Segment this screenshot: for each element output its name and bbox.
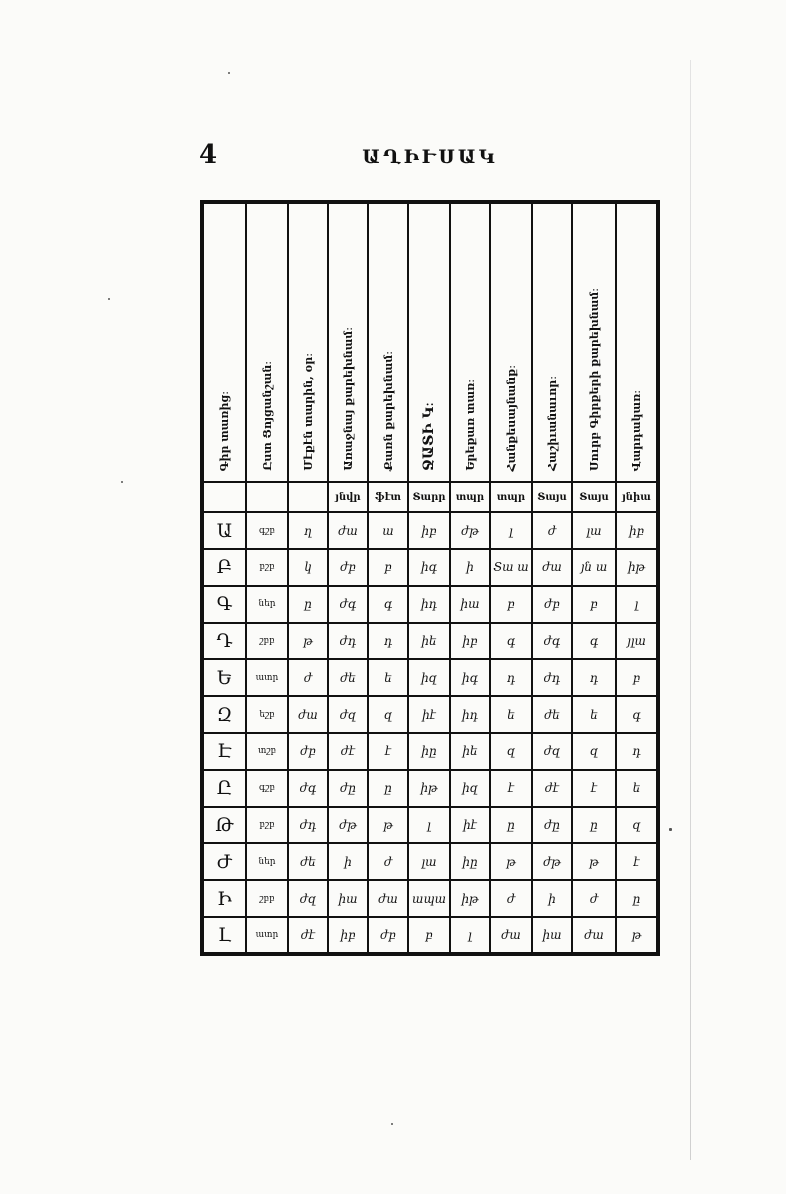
value-cell: ե bbox=[616, 770, 658, 807]
value-cell: իբ bbox=[616, 512, 658, 549]
letter-cell: Դ bbox=[202, 623, 246, 660]
value-cell: ատր bbox=[246, 917, 288, 954]
subheader-cell: տպր bbox=[450, 482, 490, 512]
value-cell: թ bbox=[368, 807, 408, 844]
value-cell: ե bbox=[368, 659, 408, 696]
letter-cell: Լ bbox=[202, 917, 246, 954]
value-cell: է bbox=[490, 770, 532, 807]
value-cell: իե bbox=[450, 733, 490, 770]
column-header bbox=[408, 202, 450, 482]
value-cell: իէ bbox=[408, 696, 450, 733]
table-row bbox=[202, 512, 658, 549]
subheader-cell bbox=[202, 482, 246, 512]
value-cell: ե bbox=[572, 696, 616, 733]
value-cell: իէ bbox=[450, 807, 490, 844]
value-cell: ներ bbox=[246, 586, 288, 623]
value-cell: ժը bbox=[532, 807, 572, 844]
value-cell: տշբ bbox=[246, 733, 288, 770]
value-cell: բ bbox=[368, 549, 408, 586]
column-header-label: Առաջնայ քարեխնամ։ bbox=[341, 327, 355, 472]
value-cell: ժ bbox=[532, 512, 572, 549]
value-cell: բ bbox=[490, 586, 532, 623]
header-row bbox=[202, 202, 658, 482]
value-cell: ժա bbox=[532, 549, 572, 586]
column-header bbox=[288, 202, 328, 482]
table-row bbox=[202, 659, 658, 696]
column-header-label: Քառն քարեխնամ։ bbox=[381, 350, 395, 472]
value-cell: ապա bbox=[408, 880, 450, 917]
value-cell: ժդ bbox=[532, 659, 572, 696]
value-cell: ժա bbox=[368, 880, 408, 917]
value-cell: ը bbox=[616, 880, 658, 917]
value-cell: ը bbox=[490, 807, 532, 844]
letter-cell: Է bbox=[202, 733, 246, 770]
value-cell: դ bbox=[616, 733, 658, 770]
value-cell: ժզ bbox=[288, 880, 328, 917]
value-cell: զ bbox=[368, 696, 408, 733]
value-cell: իթ bbox=[450, 880, 490, 917]
value-cell: իբ bbox=[328, 917, 368, 954]
value-cell: ժբ bbox=[288, 733, 328, 770]
value-cell: բ bbox=[616, 659, 658, 696]
value-cell: լ bbox=[616, 586, 658, 623]
value-cell: թ bbox=[490, 843, 532, 880]
value-cell: ժգ bbox=[288, 770, 328, 807]
value-cell: գ bbox=[616, 696, 658, 733]
value-cell: թ bbox=[616, 917, 658, 954]
value-cell: շբբ bbox=[246, 623, 288, 660]
table-row bbox=[202, 917, 658, 954]
value-cell: ժէ bbox=[532, 770, 572, 807]
value-cell: ը bbox=[368, 770, 408, 807]
value-cell: կ bbox=[288, 549, 328, 586]
column-header bbox=[368, 202, 408, 482]
column-header-label: Երեքառ տառ։ bbox=[463, 379, 477, 472]
value-cell: ժթ bbox=[532, 843, 572, 880]
value-cell: ժա bbox=[288, 696, 328, 733]
value-cell: ժբ bbox=[368, 917, 408, 954]
column-header-label: Հանքեսայնանք։ bbox=[504, 364, 518, 472]
value-cell: ժա bbox=[328, 512, 368, 549]
value-cell: ի bbox=[450, 549, 490, 586]
value-cell: իբ bbox=[408, 512, 450, 549]
value-cell: ժդ bbox=[328, 623, 368, 660]
value-cell: լ bbox=[408, 807, 450, 844]
value-cell: դ bbox=[490, 659, 532, 696]
value-cell: իթ bbox=[616, 549, 658, 586]
column-header-label: Ըստ Ցոյցանշան։ bbox=[260, 361, 274, 472]
value-cell: ժզ bbox=[532, 733, 572, 770]
value-cell: ժը bbox=[328, 770, 368, 807]
value-cell: ժ bbox=[572, 880, 616, 917]
value-cell: ներ bbox=[246, 843, 288, 880]
column-header-label: ՋԱՏԻ Կ։ bbox=[421, 402, 437, 472]
column-header-label: Վարդակառ։ bbox=[630, 389, 643, 472]
column-header bbox=[328, 202, 368, 482]
column-header bbox=[450, 202, 490, 482]
value-cell: գշբ bbox=[246, 770, 288, 807]
value-cell: ժա bbox=[572, 917, 616, 954]
value-cell: իա bbox=[532, 917, 572, 954]
value-cell: դ bbox=[572, 659, 616, 696]
column-header bbox=[616, 202, 658, 482]
letter-cell: Ը bbox=[202, 770, 246, 807]
subheader-cell: Տայս bbox=[532, 482, 572, 512]
value-cell: է bbox=[368, 733, 408, 770]
subheader-row bbox=[202, 482, 658, 512]
value-cell: ը bbox=[288, 586, 328, 623]
value-cell: ատր bbox=[246, 659, 288, 696]
subheader-cell: յնիա bbox=[616, 482, 658, 512]
subheader-cell: յնվր bbox=[328, 482, 368, 512]
value-cell: ժ bbox=[368, 843, 408, 880]
value-cell: լ bbox=[490, 512, 532, 549]
value-cell: ժե bbox=[328, 659, 368, 696]
page-edge-line bbox=[690, 60, 691, 1160]
value-cell: է bbox=[572, 770, 616, 807]
column-header-label: Սուրբ Գիրքերի քարեխնամ։ bbox=[587, 288, 601, 472]
value-cell: իգ bbox=[450, 659, 490, 696]
value-cell: ժգ bbox=[328, 586, 368, 623]
value-cell: է bbox=[616, 843, 658, 880]
value-cell: գ bbox=[368, 586, 408, 623]
value-cell: ժ bbox=[288, 659, 328, 696]
letter-cell: Գ bbox=[202, 586, 246, 623]
table-row bbox=[202, 696, 658, 733]
value-cell: ի bbox=[328, 843, 368, 880]
value-cell: իդ bbox=[408, 586, 450, 623]
value-cell: գշբ bbox=[246, 512, 288, 549]
value-cell: ժե bbox=[532, 696, 572, 733]
column-header-label: Մէքէն տարին, օր։ bbox=[301, 353, 315, 472]
letter-cell: Զ bbox=[202, 696, 246, 733]
column-header-label: Գիր տառից։ bbox=[218, 390, 231, 472]
value-cell: Տա ա bbox=[490, 549, 532, 586]
value-cell: դ bbox=[368, 623, 408, 660]
value-cell: բշբ bbox=[246, 807, 288, 844]
subheader-cell: տպր bbox=[490, 482, 532, 512]
value-cell: գ bbox=[490, 623, 532, 660]
value-cell: ա bbox=[368, 512, 408, 549]
value-cell: յն ա bbox=[572, 549, 616, 586]
value-cell: ժգ bbox=[532, 623, 572, 660]
value-cell: իե bbox=[408, 623, 450, 660]
value-cell: գ bbox=[572, 623, 616, 660]
column-header bbox=[490, 202, 532, 482]
value-cell: ժբ bbox=[328, 549, 368, 586]
value-cell: ժզ bbox=[328, 696, 368, 733]
table-row bbox=[202, 623, 658, 660]
value-cell: իգ bbox=[408, 549, 450, 586]
value-cell: իզ bbox=[408, 659, 450, 696]
column-header-label: Հաշիւանաւոր։ bbox=[545, 376, 559, 472]
value-cell: շբբ bbox=[246, 880, 288, 917]
value-cell: լ bbox=[450, 917, 490, 954]
value-cell: իը bbox=[408, 733, 450, 770]
value-cell: իը bbox=[450, 843, 490, 880]
value-cell: թ bbox=[288, 623, 328, 660]
table-row bbox=[202, 770, 658, 807]
value-cell: ժե bbox=[288, 843, 328, 880]
page-number: 4 bbox=[199, 140, 218, 170]
letter-cell: Ժ bbox=[202, 843, 246, 880]
subheader-cell bbox=[288, 482, 328, 512]
value-cell: ժբ bbox=[532, 586, 572, 623]
value-cell: զ bbox=[572, 733, 616, 770]
letter-cell: Ա bbox=[202, 512, 246, 549]
value-cell: բ bbox=[572, 586, 616, 623]
value-cell: իբ bbox=[450, 623, 490, 660]
value-cell: ը bbox=[572, 807, 616, 844]
value-cell: իա bbox=[328, 880, 368, 917]
value-cell: բ bbox=[408, 917, 450, 954]
running-head: ԱՂԻՒՍԱԿ bbox=[362, 146, 498, 168]
value-cell: ե bbox=[490, 696, 532, 733]
value-cell: ժէ bbox=[328, 733, 368, 770]
value-cell: ժ bbox=[490, 880, 532, 917]
table-row bbox=[202, 549, 658, 586]
value-cell: ղ bbox=[288, 512, 328, 549]
value-cell: զ bbox=[616, 807, 658, 844]
value-cell: ժա bbox=[490, 917, 532, 954]
value-cell: ժդ bbox=[288, 807, 328, 844]
column-header bbox=[202, 202, 246, 482]
value-cell: զ bbox=[490, 733, 532, 770]
table-row bbox=[202, 807, 658, 844]
letter-cell: Ե bbox=[202, 659, 246, 696]
value-cell: ժթ bbox=[328, 807, 368, 844]
letter-cell: Բ bbox=[202, 549, 246, 586]
table-row bbox=[202, 586, 658, 623]
value-cell: ժէ bbox=[288, 917, 328, 954]
value-cell: ժթ bbox=[450, 512, 490, 549]
table-row bbox=[202, 733, 658, 770]
value-cell: եշբ bbox=[246, 696, 288, 733]
subheader-cell bbox=[246, 482, 288, 512]
table-row bbox=[202, 843, 658, 880]
value-cell: ի bbox=[532, 880, 572, 917]
letter-cell: Թ bbox=[202, 807, 246, 844]
subheader-cell: Տայս bbox=[572, 482, 616, 512]
value-cell: իդ bbox=[450, 696, 490, 733]
value-cell: թ bbox=[572, 843, 616, 880]
value-cell: իզ bbox=[450, 770, 490, 807]
value-cell: յլա bbox=[616, 623, 658, 660]
column-header bbox=[246, 202, 288, 482]
value-cell: իա bbox=[450, 586, 490, 623]
alphabet-table bbox=[200, 200, 660, 956]
table-row bbox=[202, 880, 658, 917]
column-header bbox=[572, 202, 616, 482]
letter-cell: Ի bbox=[202, 880, 246, 917]
value-cell: բշբ bbox=[246, 549, 288, 586]
value-cell: իթ bbox=[408, 770, 450, 807]
subheader-cell: ֆէտ bbox=[368, 482, 408, 512]
value-cell: լա bbox=[572, 512, 616, 549]
value-cell: լա bbox=[408, 843, 450, 880]
subheader-cell: Տարր bbox=[408, 482, 450, 512]
column-header bbox=[532, 202, 572, 482]
